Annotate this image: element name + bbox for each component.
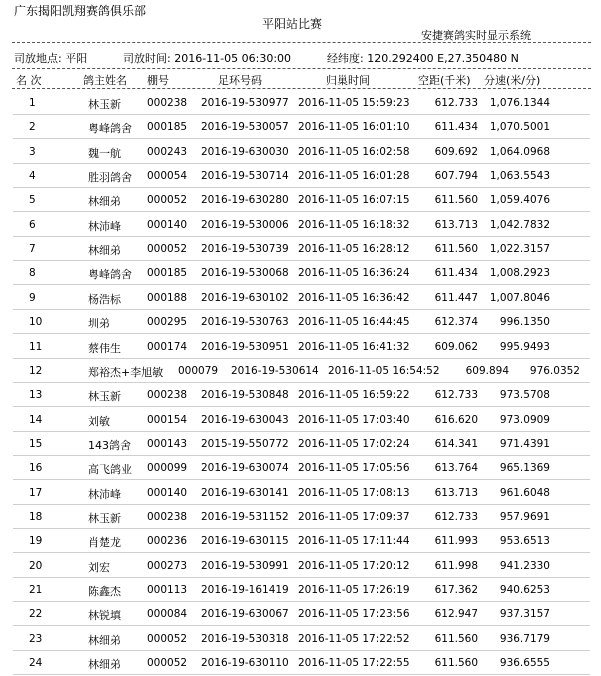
cell-rank: 2 [29, 121, 36, 134]
table-row [0, 165, 601, 189]
cell-speed: 961.6048 [499, 486, 550, 499]
cell-owner: 蔡伟生 [88, 341, 121, 355]
row-divider [13, 625, 590, 626]
cell-rank: 7 [29, 243, 36, 256]
cell-owner: 林细弟 [88, 633, 121, 647]
cell-arrival-time: 2016-11-05 17:26:19 [298, 584, 410, 596]
table-row [0, 628, 601, 652]
cell-rank: 11 [29, 340, 43, 353]
row-divider [13, 528, 590, 529]
table-row [0, 579, 601, 603]
cell-ring: 2016-19-530714 [201, 170, 289, 183]
row-divider [13, 479, 590, 480]
cell-arrival-time: 2016-11-05 17:20:12 [298, 559, 410, 572]
cell-shed: 000143 [147, 437, 188, 450]
cell-ring: 2016-19-630074 [201, 462, 289, 475]
cell-rank: 21 [29, 584, 43, 596]
cell-owner: 粤峰鸽舍 [88, 268, 132, 282]
cell-arrival-time: 2016-11-05 16:54:52 [328, 364, 440, 377]
cell-owner: 魏一航 [88, 146, 121, 160]
table-row [0, 262, 601, 286]
cell-ring: 2015-19-550772 [201, 437, 289, 450]
cell-shed: 000238 [147, 389, 188, 402]
cell-speed: 971.4391 [499, 437, 550, 450]
cell-distance: 607.794 [434, 170, 478, 183]
cell-distance: 612.733 [434, 97, 478, 109]
row-divider [13, 211, 590, 212]
club-name: 广东揭阳凯翔赛鸽俱乐部 [14, 4, 147, 18]
cell-owner: 林玉新 [88, 98, 121, 111]
cell-shed: 000054 [147, 170, 188, 183]
cell-shed: 000140 [147, 486, 188, 499]
table-row [0, 482, 601, 506]
cell-rank: 17 [29, 486, 43, 499]
row-divider [13, 187, 590, 188]
cell-speed: 936.6555 [499, 657, 550, 670]
cell-shed: 000079 [178, 364, 219, 377]
cell-rank: 14 [29, 413, 43, 426]
cell-distance: 612.733 [434, 389, 478, 402]
cell-distance: 611.560 [434, 657, 478, 670]
cell-ring: 2016-19-530006 [201, 218, 289, 231]
cell-shed: 000052 [147, 632, 188, 645]
table-row [0, 506, 601, 530]
cell-speed: 941.2330 [499, 559, 550, 572]
cell-ring: 2016-19-530763 [201, 316, 289, 329]
cell-distance: 614.341 [434, 437, 478, 450]
cell-shed: 000113 [147, 584, 188, 596]
cell-rank: 9 [29, 291, 36, 304]
row-divider [13, 577, 590, 578]
cell-distance: 613.713 [434, 218, 478, 231]
cell-ring: 2016-19-630141 [201, 486, 289, 499]
table-row [0, 433, 601, 457]
cell-ring: 2016-19-630280 [201, 194, 289, 207]
row-divider [13, 138, 590, 139]
cell-owner: 林玉新 [88, 511, 121, 525]
divider-header [12, 88, 591, 89]
cell-speed: 940.6253 [499, 584, 550, 596]
cell-owner: 143鸽舍 [88, 438, 131, 452]
cell-owner: 林沛峰 [88, 487, 121, 501]
cell-rank: 23 [29, 632, 43, 645]
cell-speed: 957.9691 [499, 510, 550, 523]
cell-owner: 林细弟 [88, 244, 121, 258]
release-place: 司放地点: 平阳 [14, 52, 88, 65]
cell-arrival-time: 2016-11-05 16:01:10 [298, 121, 410, 134]
cell-owner: 林细弟 [88, 658, 121, 672]
cell-arrival-time: 2016-11-05 17:02:24 [298, 437, 410, 450]
table-row [0, 92, 601, 116]
cell-distance: 611.434 [434, 267, 478, 280]
cell-arrival-time: 2016-11-05 17:11:44 [298, 535, 410, 548]
table-row [0, 214, 601, 238]
cell-rank: 6 [29, 218, 36, 231]
row-divider [13, 431, 590, 432]
cell-distance: 613.713 [434, 486, 478, 499]
header-time: 归巢时间 [326, 74, 370, 87]
cell-rank: 20 [29, 559, 43, 572]
row-divider [13, 260, 590, 261]
cell-rank: 18 [29, 510, 43, 523]
cell-rank: 5 [29, 194, 36, 207]
cell-distance: 609.692 [434, 145, 478, 158]
cell-owner: 粤峰鸽舍 [88, 122, 132, 136]
cell-shed: 000140 [147, 218, 188, 231]
cell-rank: 22 [29, 608, 43, 621]
cell-owner: 高飞鸽业 [88, 463, 132, 477]
cell-owner: 林沛峰 [88, 219, 121, 233]
header-shed: 棚号 [147, 74, 169, 87]
row-divider [13, 552, 590, 553]
cell-owner: 郑裕杰+李旭敏 [88, 365, 164, 379]
table-row [0, 409, 601, 433]
cell-owner: 杨浩标 [88, 292, 121, 306]
cell-arrival-time: 2016-11-05 16:02:58 [298, 145, 410, 158]
cell-shed: 000099 [147, 462, 188, 475]
row-divider [13, 358, 590, 359]
cell-distance: 613.764 [434, 462, 478, 475]
cell-distance: 609.894 [465, 364, 509, 377]
release-coordinates: 经纬度: 120.292400 E,27.350480 N [327, 52, 519, 65]
cell-ring: 2016-19-161419 [201, 584, 289, 596]
table-row [0, 311, 601, 335]
cell-distance: 609.062 [434, 340, 478, 353]
cell-distance: 616.620 [434, 413, 478, 426]
cell-shed: 000052 [147, 194, 188, 207]
cell-ring: 2016-19-530848 [201, 389, 289, 402]
cell-ring: 2016-19-530951 [201, 340, 289, 353]
cell-distance: 612.733 [434, 510, 478, 523]
cell-ring: 2016-19-630102 [201, 291, 289, 304]
cell-distance: 611.998 [434, 559, 478, 572]
cell-arrival-time: 2016-11-05 16:41:32 [298, 340, 410, 353]
cell-owner: 刘宏 [88, 560, 110, 574]
row-divider [13, 382, 590, 383]
table-row [0, 530, 601, 554]
cell-speed: 973.5708 [499, 389, 550, 402]
cell-rank: 15 [29, 437, 43, 450]
cell-speed: 995.9493 [499, 340, 550, 353]
cell-speed: 953.6513 [499, 535, 550, 548]
cell-ring: 2016-19-531152 [201, 510, 289, 523]
cell-speed: 1,063.5543 [489, 170, 550, 183]
cell-shed: 000295 [147, 316, 188, 329]
cell-speed: 1,042.7832 [489, 218, 550, 231]
table-row [0, 457, 601, 481]
cell-distance: 611.560 [434, 194, 478, 207]
cell-arrival-time: 2016-11-05 16:18:32 [298, 218, 410, 231]
cell-owner: 胜羽鸽舍 [88, 171, 132, 185]
cell-shed: 000236 [147, 535, 188, 548]
cell-owner: 圳弟 [88, 317, 110, 331]
cell-arrival-time: 2016-11-05 16:36:42 [298, 291, 410, 304]
cell-rank: 24 [29, 657, 43, 670]
table-row [0, 141, 601, 165]
release-time: 司放时间: 2016-11-05 06:30:00 [123, 52, 292, 65]
cell-speed: 965.1369 [499, 462, 550, 475]
cell-shed: 000238 [147, 510, 188, 523]
row-divider [13, 455, 590, 456]
cell-distance: 612.947 [434, 608, 478, 621]
header-rank: 名 次 [16, 74, 42, 87]
cell-arrival-time: 2016-11-05 16:44:45 [298, 316, 410, 329]
cell-ring: 2016-19-530057 [201, 121, 289, 134]
cell-owner: 林玉新 [88, 390, 121, 404]
cell-owner: 陈鑫杰 [88, 585, 121, 598]
cell-distance: 617.362 [434, 584, 478, 596]
cell-arrival-time: 2016-11-05 16:36:24 [298, 267, 410, 280]
table-row [0, 287, 601, 311]
header-distance: 空距(千米) [418, 74, 471, 87]
cell-shed: 000185 [147, 267, 188, 280]
cell-speed: 1,064.0968 [489, 145, 550, 158]
table-row [0, 189, 601, 213]
table-row [0, 384, 601, 408]
cell-distance: 612.374 [434, 316, 478, 329]
cell-distance: 611.434 [434, 121, 478, 134]
table-row [0, 603, 601, 627]
cell-rank: 3 [29, 145, 36, 158]
cell-arrival-time: 2016-11-05 16:01:28 [298, 170, 410, 183]
cell-rank: 13 [29, 389, 43, 402]
cell-shed: 000243 [147, 145, 188, 158]
cell-speed: 1,007.8046 [489, 291, 550, 304]
cell-ring: 2016-19-630043 [201, 413, 289, 426]
table-row [0, 116, 601, 140]
cell-shed: 000084 [147, 608, 188, 621]
system-name: 安捷赛鸽实时显示系统 [421, 29, 531, 42]
cell-speed: 1,022.3157 [489, 243, 550, 256]
cell-shed: 000273 [147, 559, 188, 572]
table-row [0, 652, 601, 676]
cell-arrival-time: 2016-11-05 17:22:52 [298, 632, 410, 645]
cell-arrival-time: 2016-11-05 16:28:12 [298, 243, 410, 256]
cell-rank: 8 [29, 267, 36, 280]
row-divider [13, 236, 590, 237]
cell-speed: 996.1350 [499, 316, 550, 329]
cell-ring: 2016-19-630067 [201, 608, 289, 621]
cell-arrival-time: 2016-11-05 15:59:23 [298, 97, 410, 109]
cell-arrival-time: 2016-11-05 17:05:56 [298, 462, 410, 475]
cell-speed: 936.7179 [499, 632, 550, 645]
divider-top [12, 42, 591, 43]
cell-rank: 1 [29, 97, 36, 109]
cell-rank: 12 [29, 364, 43, 377]
row-divider [13, 674, 590, 675]
cell-distance: 611.560 [434, 632, 478, 645]
cell-arrival-time: 2016-11-05 17:09:37 [298, 510, 410, 523]
race-title: 平阳站比赛 [262, 17, 323, 31]
cell-distance: 611.447 [434, 291, 478, 304]
row-divider [13, 601, 590, 602]
cell-ring: 2016-19-530977 [201, 97, 289, 109]
cell-speed: 937.3157 [499, 608, 550, 621]
cell-speed: 1,059.4076 [489, 194, 550, 207]
row-divider [13, 504, 590, 505]
header-owner: 鸽主姓名 [83, 74, 127, 87]
cell-owner: 林锐填 [88, 609, 121, 623]
cell-shed: 000185 [147, 121, 188, 134]
cell-shed: 000052 [147, 243, 188, 256]
row-divider [13, 163, 590, 164]
cell-ring: 2016-19-530318 [201, 632, 289, 645]
cell-rank: 10 [29, 316, 43, 329]
cell-shed: 000052 [147, 657, 188, 670]
cell-rank: 4 [29, 170, 36, 183]
table-row [0, 555, 601, 579]
row-divider [13, 406, 590, 407]
row-divider [13, 650, 590, 651]
cell-ring: 2016-19-530991 [201, 559, 289, 572]
header-speed: 分速(米/分) [484, 74, 541, 87]
table-row [0, 336, 601, 360]
cell-owner: 刘敏 [88, 414, 110, 428]
cell-distance: 611.560 [434, 243, 478, 256]
table-row [0, 360, 601, 384]
cell-shed: 000154 [147, 413, 188, 426]
cell-ring: 2016-19-630115 [201, 535, 289, 548]
table-row [0, 238, 601, 262]
cell-speed: 1,070.5001 [489, 121, 550, 134]
table-header [0, 72, 601, 88]
cell-shed: 000174 [147, 340, 188, 353]
cell-arrival-time: 2016-11-05 16:07:15 [298, 194, 410, 207]
divider-info [12, 68, 591, 69]
cell-arrival-time: 2016-11-05 17:22:55 [298, 657, 410, 670]
row-divider [13, 309, 590, 310]
cell-arrival-time: 2016-11-05 17:08:13 [298, 486, 410, 499]
cell-speed: 976.0352 [529, 364, 580, 377]
cell-speed: 1,076.1344 [489, 97, 550, 109]
cell-arrival-time: 2016-11-05 16:59:22 [298, 389, 410, 402]
cell-ring: 2016-19-530614 [231, 364, 319, 377]
row-divider [13, 284, 590, 285]
cell-shed: 000188 [147, 291, 188, 304]
cell-speed: 1,008.2923 [489, 267, 550, 280]
cell-arrival-time: 2016-11-05 17:23:56 [298, 608, 410, 621]
header-ring: 足环号码 [218, 74, 262, 87]
cell-rank: 19 [29, 535, 43, 548]
cell-speed: 973.0909 [499, 413, 550, 426]
cell-ring: 2016-19-630110 [201, 657, 289, 670]
cell-ring: 2016-19-530068 [201, 267, 289, 280]
cell-ring: 2016-19-530739 [201, 243, 289, 256]
cell-shed: 000238 [147, 97, 188, 109]
cell-rank: 16 [29, 462, 43, 475]
cell-ring: 2016-19-630030 [201, 145, 289, 158]
row-divider [13, 114, 590, 115]
row-divider [13, 333, 590, 334]
cell-owner: 林细弟 [88, 195, 121, 209]
cell-arrival-time: 2016-11-05 17:03:40 [298, 413, 410, 426]
release-info [14, 50, 519, 66]
cell-owner: 肖楚龙 [88, 536, 121, 550]
cell-distance: 611.993 [434, 535, 478, 548]
